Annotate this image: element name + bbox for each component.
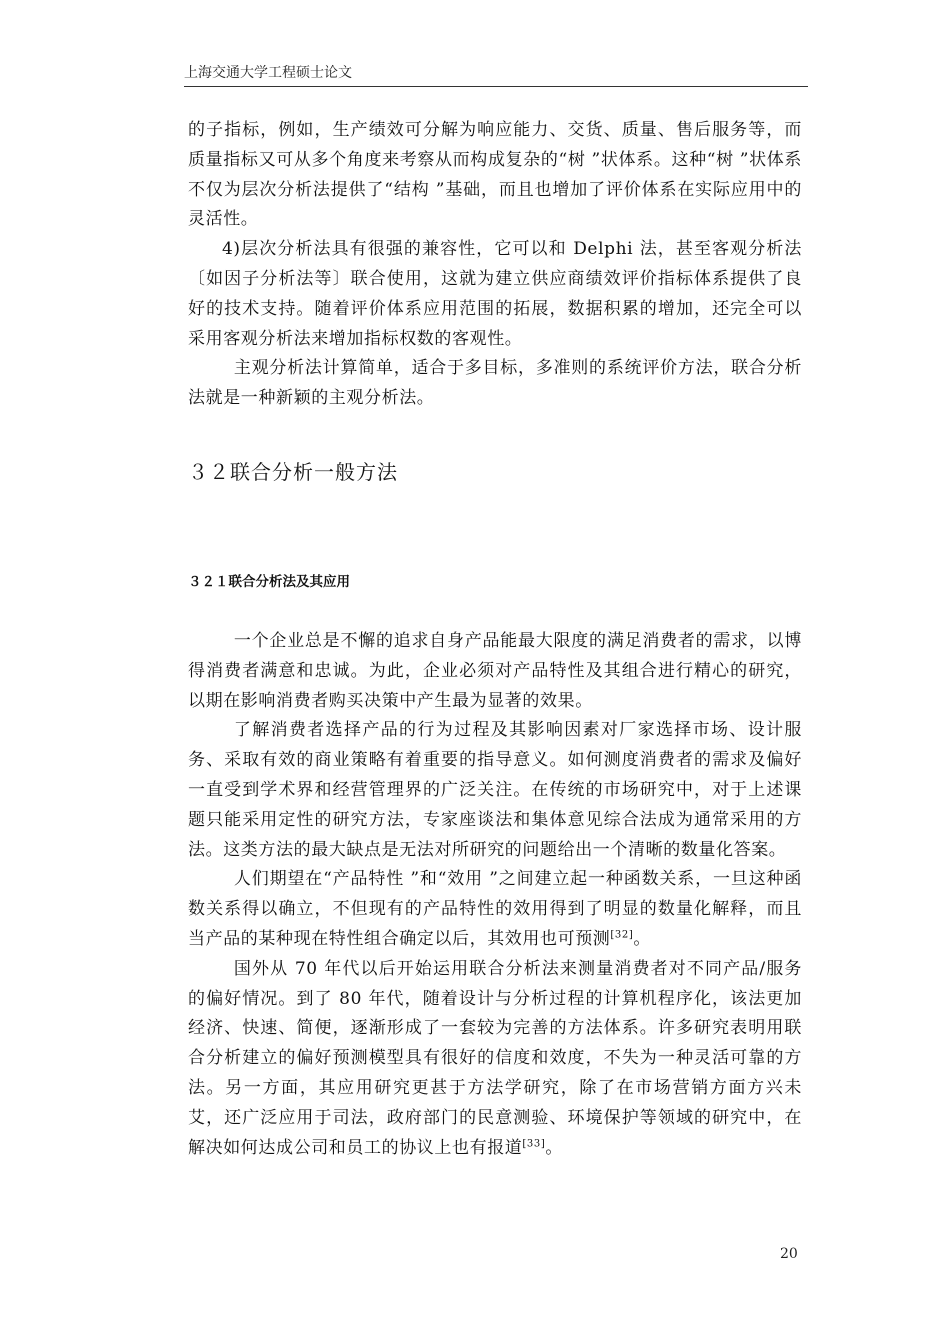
- paragraph-utility-function: [188, 865, 802, 954]
- body-section-2: [188, 627, 802, 1163]
- paragraph-continuation: 的子指标，例如，生产绩效可分解为响应能力、交货、质量、售后服务等，而质量指标又可从多个角度来考察从而构成复杂的“树 ”状体系。这种“树 ”状体系不仅为层次分析法提供了“结构 ”基础，而且也增加了评价体系在实际应用中的灵活性。: [188, 120, 802, 230]
- subsection-heading: ３２１联合分析法及其应用: [188, 574, 350, 590]
- section-heading: ３２联合分析一般方法: [188, 460, 398, 484]
- page-number: 20: [780, 1246, 798, 1262]
- header-divider: [184, 86, 808, 87]
- body-section-1: [188, 116, 802, 414]
- paragraph-enterprise: 一个企业总是不懈的追求自身产品能最大限度的满足消费者的需求，以博得消费者满意和忠诚。为此，企业必须对产品特性及其组合进行精心的研究，以期在影响消费者购买决策中产生最为显著的效果。: [188, 631, 802, 711]
- paragraph-subjective-analysis: 主观分析法计算简单，适合于多目标，多准则的系统评价方法，联合分析法就是一种新颖的主观分析法。: [188, 358, 802, 409]
- paragraph-compatibility: 4)层次分析法具有很强的兼容性，它可以和 Delphi 法，甚至客观分析法〔如因子分析法等〕联合使用，这就为建立供应商绩效评价指标体系提供了良好的技术支持。随着评价体系应用范围的拓展，数据积累的增加，还完全可以采用客观分析法来增加指标权数的客观性。: [188, 239, 802, 349]
- running-header: 上海交通大学工程硕士论文: [184, 65, 352, 81]
- paragraph-end: 。: [633, 928, 651, 949]
- paragraph-history: [188, 955, 802, 1164]
- citation-ref: [33]: [522, 1137, 546, 1149]
- paragraph-text: 人们期望在“产品特性 ”和“效用 ”之间建立起一种函数关系，一旦这种函数关系得以确立，不但现有的产品特性的效用得到了明显的数量化解释，而且当产品的某种现在特性组合确定以后，其效用也可预测: [188, 869, 802, 949]
- paragraph-end: 。: [545, 1137, 563, 1158]
- citation-ref: [32]: [610, 929, 634, 941]
- paragraph-consumer-behavior: 了解消费者选择产品的行为过程及其影响因素对厂家选择市场、设计服务、采取有效的商业策略有着重要的指导意义。如何测度消费者的需求及偏好一直受到学术界和经营管理界的广泛关注。在传统的市场研究中，对于上述课题只能采用定性的研究方法，专家座谈法和集体意见综合法成为通常采用的方法。这类方法的最大缺点是无法对所研究的问题给出一个清晰的数量化答案。: [188, 720, 802, 860]
- paragraph-text: 国外从 70 年代以后开始运用联合分析法来测量消费者对不同产品/服务的偏好情况。到了 80 年代，随着设计与分析过程的计算机程序化，该法更加经济、快速、简便，逐渐形成了一套较为完善的方法体系。许多研究表明用联合分析建立的偏好预测模型具有很好的信度和效度，不失为一种灵活可靠的方法。另一方面，其应用研究更甚于方法学研究，除了在市场营销方面方兴未艾，还广泛应用于司法，政府部门的民意测验、环境保护等领域的研究中，在解决如何达成公司和员工的协议上也有报道: [188, 958, 802, 1158]
